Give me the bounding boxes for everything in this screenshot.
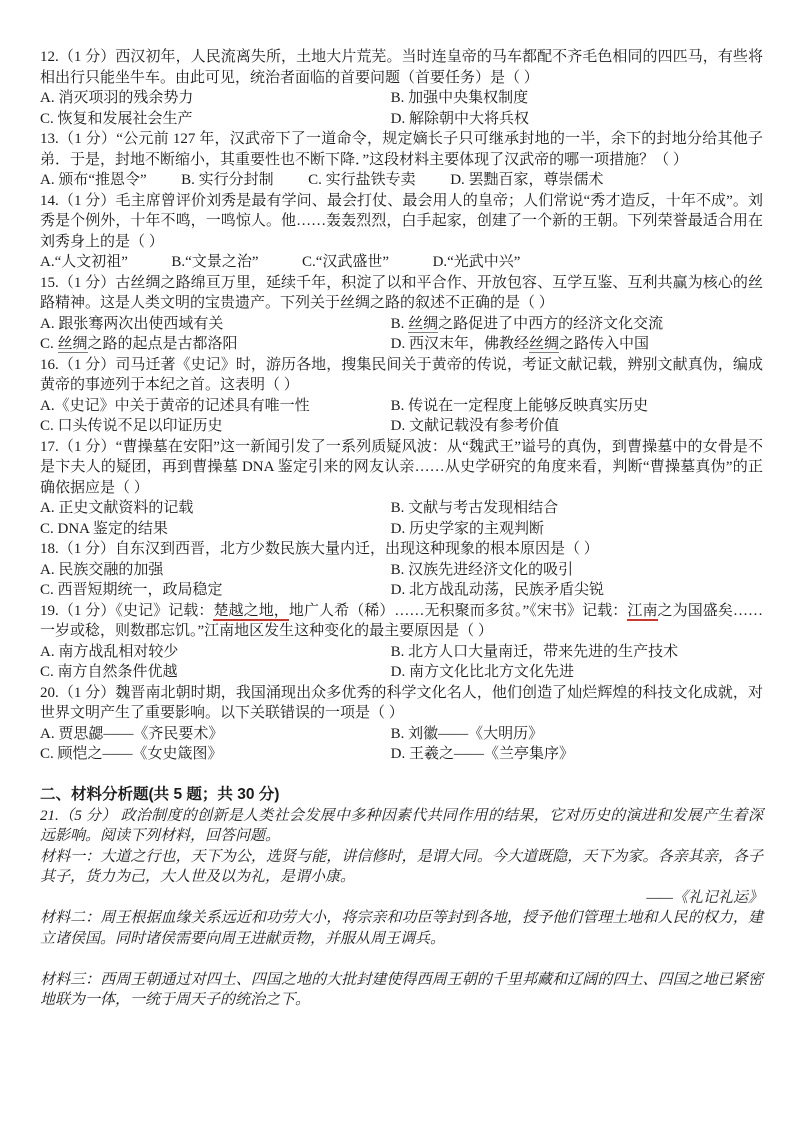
question-20-option-b: B. 刘徽——《大明历》: [390, 725, 544, 742]
question-12-stem: [40, 47, 763, 88]
question-15-option-b: [391, 314, 763, 335]
highlighted-quote: 楚越之地，: [213, 602, 289, 619]
question-14-option-d: D.“光武中兴”: [432, 254, 521, 270]
question-19-option-d: D. 南方文化比北方文化先进: [390, 664, 574, 680]
question-19-stem: [40, 601, 763, 642]
highlighted-quote: 江南: [627, 602, 658, 619]
question-13-stem: [40, 129, 763, 170]
question-18-number: 18.（1 分）: [40, 541, 116, 557]
question-17-options-row-1: [40, 498, 763, 519]
question-20-option-d: D. 王羲之——《兰亭集序》: [390, 746, 574, 762]
question-16-option-a: A.《史记》中关于黄帝的记述具有唯一性: [40, 397, 310, 414]
question-13-option-a: A. 颁布“推恩令”: [40, 172, 147, 188]
option-text: D. 西汉末年，佛教经: [390, 336, 529, 352]
question-14-text: 毛主席曾评价刘秀是最有学问、最会打仗、最会用人的皇帝；人们常说“秀才造反，十年不成”。刘秀是个例外，十年不鸣，一鸣惊人。他……轰轰烈烈，白手起家，创建了一个新的王朝。下列荣誉最适合用在刘秀身上的是（ ）: [40, 192, 763, 250]
question-18-option-a: A. 民族交融的加强: [40, 561, 164, 578]
question-13-option-b: B. 实行分封制: [181, 172, 274, 188]
question-13-option-c: C. 实行盐铁专卖: [308, 172, 416, 188]
question-18-option-b: B. 汉族先进经济文化的吸引: [390, 561, 574, 578]
question-13-number: 13.（1 分）: [40, 131, 117, 147]
question-12-option-c: C. 恢复和发展社会生产: [40, 110, 193, 127]
question-12-options-row-1: [40, 88, 763, 109]
underlined-term: 丝绸: [408, 315, 439, 332]
question-21-text: 政治制度的创新是人类社会发展中多种因素代共同作用的结果，它对历史的演进和发展产生着深远影响。阅读下列材料，回答问题。: [40, 807, 763, 844]
question-19-text: 地广人希（稀）……无积聚而多贫。”《宋书》记载：: [288, 602, 628, 619]
question-16-option-c: C. 口头传说不足以印证历史: [40, 418, 223, 434]
question-18-option-d: D. 北方战乱动荡，民族矛盾尖锐: [390, 582, 604, 598]
question-19-option-c: C. 南方自然条件优越: [40, 664, 178, 680]
question-18-option-c: C. 西晋短期统一，政局稳定: [40, 582, 223, 598]
question-14-stem: [40, 191, 763, 253]
question-16-options-row-1: [40, 396, 763, 417]
question-21-material-1-citation: ——《礼记礼运》: [646, 889, 763, 906]
question-18-text: 自东汉到西晋，北方少数民族大量内迁，出现这种现象的根本原因是（ ）: [115, 541, 599, 557]
question-19-number: 19.（1 分）: [40, 602, 116, 619]
question-14-option-a: A.“人文初祖”: [40, 254, 128, 270]
question-20-stem: [40, 683, 763, 724]
question-15-stem: [40, 273, 763, 314]
option-text: 之路传入中国: [559, 336, 650, 352]
question-21-material-1: 材料一：大道之行也，天下为公，选贤与能，讲信修时，是谓大同。今大道既隐，天下为家。各亲其亲，各子其子，货力为己，大人世及以为礼，是谓小康。: [40, 848, 763, 885]
underlined-term: 丝绸: [57, 336, 88, 352]
section-2-heading: 二、材料分析题(共 5 题；共 30 分): [40, 786, 280, 803]
question-19-option-a: A. 南方战乱相对较少: [40, 643, 179, 660]
question-15-option-c: [40, 334, 391, 355]
question-21-intro: [40, 806, 763, 847]
question-15-options-row-1: [40, 314, 763, 335]
question-16-text: 司马迁著《史记》时，游历各地，搜集民间关于黄帝的传说，考证文献记载，辨别文献真伪，编成黄帝的事迹列于本纪之首。这表明（ ）: [40, 356, 763, 393]
option-text: 之路促进了中西方的经济文化交流: [438, 315, 664, 332]
question-17-stem: [40, 437, 763, 499]
question-15-number: 15.（1 分）: [40, 274, 116, 291]
question-12-text: 西汉初年，人民流离失所，土地大片荒芜。当时连皇帝的马车都配不齐毛色相同的四匹马，有些将相出行只能坐牛车。由此可见，统治者面临的首要问题（首要任务）是（ ）: [40, 49, 763, 86]
question-13-text: “公元前 127 年，汉武帝下了一道命令，规定嫡长子只可继承封地的一半，余下的封地分给其他子弟．于是，封地不断缩小，其重要性也不断下降．”这段材料主要体现了汉武帝的哪一项措施？（ ）: [40, 131, 763, 168]
question-17-option-a: A. 正史文献资料的记载: [40, 500, 194, 516]
question-19-options-row-2: [40, 662, 763, 683]
question-19-options-row-1: [40, 642, 763, 663]
question-20-number: 20.（1 分）: [40, 684, 116, 701]
question-17-option-d: D. 历史学家的主观判断: [390, 520, 544, 537]
question-19-text: 之为国盛矣……一岁或稔，则数郡忘饥。”江南地区发生这种变化的最主要原因是（ ）: [40, 602, 763, 639]
question-14-options: [40, 252, 763, 273]
question-16-option-d: D. 文献记载没有参考价值: [390, 418, 559, 434]
question-16-options-row-2: [40, 416, 763, 437]
question-17-options-row-2: [40, 519, 763, 540]
underlined-term: 丝绸: [528, 336, 559, 352]
question-21-material-3: 材料三：西周王朝通过对四土、四国之地的大批封建使得西周王朝的千里邦藏和辽阔的四土、四国之地已紧密地联为一体，一统于周天子的统治之下。: [40, 971, 763, 1008]
question-17-number: 17.（1 分）: [40, 438, 116, 455]
question-16-number: 16.（1 分）: [40, 356, 116, 373]
question-12-option-d: D. 解除朝中大将兵权: [390, 110, 529, 127]
question-20-options-row-2: [40, 744, 763, 765]
question-21-number: 21.（5 分）: [40, 807, 121, 824]
question-20-options-row-1: [40, 724, 763, 745]
question-19-option-b: B. 北方人口大量南迁，带来先进的生产技术: [390, 643, 679, 660]
question-20-text: 魏晋南北朝时期，我国涌现出众多优秀的科学文化名人，他们创造了灿烂辉煌的科技文化成就，对世界文明产生了重要影响。以下关联错误的一项是（ ）: [40, 684, 763, 721]
question-15-option-d: [391, 334, 763, 355]
question-16-option-b: B. 传说在一定程度上能够反映真实历史: [390, 397, 649, 414]
question-20-option-c: C. 顾恺之——《女史箴图》: [40, 746, 223, 762]
question-18-options-row-2: [40, 580, 763, 601]
question-16-stem: [40, 355, 763, 396]
question-19-text: 《史记》记载：: [115, 602, 214, 619]
question-17-text: “曹操墓在安阳”这一新闻引发了一系列质疑风波：从“魏武王”谥号的真伪，到曹操墓中的女骨是不是卞夫人的疑团，再到曹操墓 DNA 鉴定引来的网友认亲……从史学研究的角度来看，判断“曹操墓真伪”的正确依据应是（ ）: [40, 438, 763, 496]
question-12-option-a: A. 消灭项羽的残余势力: [40, 90, 194, 106]
question-15-options-row-2: [40, 334, 763, 355]
question-14-option-c: C.“汉武盛世”: [301, 254, 390, 270]
question-13-options: [40, 170, 763, 191]
question-12-option-b: B. 加强中央集权制度: [390, 90, 529, 106]
question-14-option-b: B.“文景之治”: [171, 254, 259, 270]
question-17-option-b: B. 文献与考古发现相结合: [390, 500, 559, 516]
question-15-text: 古丝绸之路绵亘万里，延续千年，积淀了以和平合作、开放包容、互学互鉴、互利共赢为核心的丝路精神。这是人类文明的宝贵遗产。下列关于丝绸之路的叙述不正确的是（ ）: [40, 274, 763, 311]
option-text: C.: [40, 336, 58, 352]
question-21-material-2: 材料二：周王根据血缘关系远近和功劳大小，将宗亲和功臣等封到各地，授予他们管理土地和人民的权力，建立诸侯国。同时诸侯需要向周王进献贡物，并服从周王调兵。: [40, 910, 763, 947]
question-12-number: 12.（1 分）: [40, 49, 116, 65]
question-13-option-d: D. 罢黜百家，尊崇儒术: [450, 172, 604, 188]
question-15-option-a: A. 跟张骞两次出使西域有关: [40, 315, 224, 332]
question-18-stem: [40, 539, 763, 560]
option-text: B.: [390, 315, 409, 332]
question-14-number: 14.（1 分）: [40, 192, 116, 209]
option-text: 之路的起点是古都洛阳: [87, 336, 238, 352]
question-20-option-a: A. 贾思勰——《齐民要术》: [40, 725, 224, 742]
question-12-options-row-2: [40, 109, 763, 130]
question-18-options-row-1: [40, 560, 763, 581]
question-17-option-c: C. DNA 鉴定的结果: [40, 520, 168, 537]
